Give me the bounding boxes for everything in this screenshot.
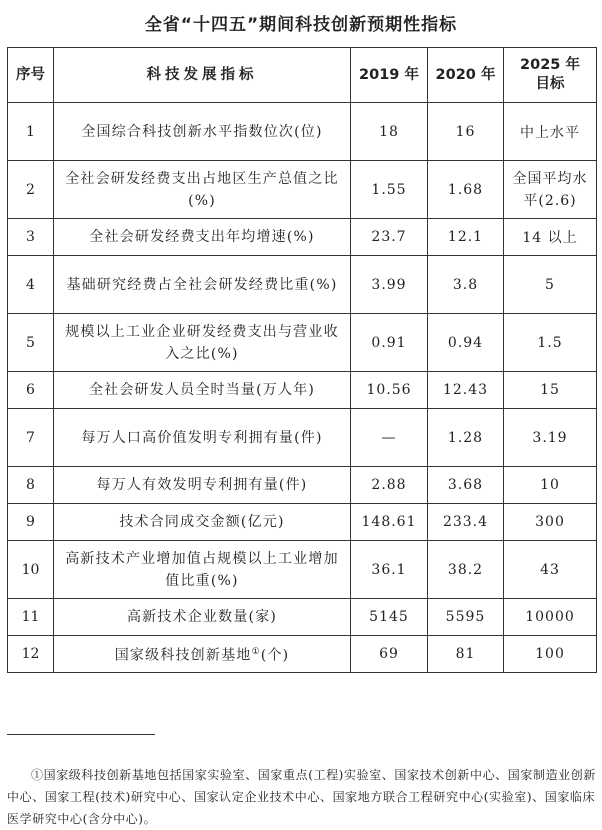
row-value-2019: 1.55 <box>351 161 428 219</box>
row-target: 全国平均水平(2.6) <box>504 161 597 219</box>
row-target: 10000 <box>504 599 597 636</box>
row-target: 1.5 <box>504 314 597 372</box>
page-title: 全省“十四五”期间科技创新预期性指标 <box>144 15 458 35</box>
row-number: 10 <box>8 541 54 599</box>
row-value-2020: 233.4 <box>428 504 504 541</box>
row-number: 9 <box>8 504 54 541</box>
row-value-2020: 3.8 <box>428 256 504 314</box>
row-value-2019: 23.7 <box>351 219 428 256</box>
row-value-2020: 81 <box>428 636 504 673</box>
header-2020 <box>428 48 504 103</box>
row-value-2020: 0.94 <box>428 314 504 372</box>
table-row <box>8 256 597 314</box>
row-value-2019: 3.99 <box>351 256 428 314</box>
row-value-2019: 18 <box>351 103 428 161</box>
row-number: 2 <box>8 161 54 219</box>
footnote-divider <box>7 734 155 735</box>
row-indicator <box>54 636 351 673</box>
row-indicator: 基础研究经费占全社会研发经费比重(%) <box>54 256 351 314</box>
row-value-2019: 36.1 <box>351 541 428 599</box>
table-row <box>8 409 597 467</box>
row-target: 5 <box>504 256 597 314</box>
row-indicator: 高新技术产业增加值占规模以上工业增加值比重(%) <box>54 541 351 599</box>
row-indicator: 规模以上工业企业研发经费支出与营业收入之比(%) <box>54 314 351 372</box>
row-number: 3 <box>8 219 54 256</box>
header-2019-unit: 年 <box>404 66 419 83</box>
footnote-marker: ① <box>251 647 261 658</box>
header-seq: 序号 <box>8 48 54 103</box>
row-indicator: 高新技术企业数量(家) <box>54 599 351 636</box>
table-row <box>8 161 597 219</box>
header-2020-unit: 年 <box>480 66 496 83</box>
table-header-row <box>8 48 597 103</box>
row-target: 10 <box>504 467 597 504</box>
row-indicator: 每万人口高价值发明专利拥有量(件) <box>54 409 351 467</box>
row-value-2020: 12.1 <box>428 219 504 256</box>
row-value-2020: 16 <box>428 103 504 161</box>
row-number: 11 <box>8 599 54 636</box>
row-indicator: 全国综合科技创新水平指数位次(位) <box>54 103 351 161</box>
row-value-2019: 0.91 <box>351 314 428 372</box>
row-indicator-text: 国家级科技创新基地 <box>114 647 252 664</box>
table-row <box>8 372 597 409</box>
row-value-2020: 1.68 <box>428 161 504 219</box>
row-value-2020: 38.2 <box>428 541 504 599</box>
row-target: 100 <box>504 636 597 673</box>
row-value-2020: 3.68 <box>428 467 504 504</box>
indicators-table <box>7 47 597 673</box>
header-target-year: 2025 <box>520 57 561 73</box>
table-row <box>8 599 597 636</box>
header-target <box>504 48 597 103</box>
header-target-label: 目标 <box>535 76 565 92</box>
header-2019-year: 2019 <box>359 66 400 83</box>
row-number: 6 <box>8 372 54 409</box>
table-row <box>8 541 597 599</box>
row-number: 12 <box>8 636 54 673</box>
header-2019 <box>351 48 428 103</box>
row-value-2019: 10.56 <box>351 372 428 409</box>
row-indicator: 每万人有效发明专利拥有量(件) <box>54 467 351 504</box>
table-row <box>8 219 597 256</box>
row-number: 7 <box>8 409 54 467</box>
table-row <box>8 103 597 161</box>
header-2020-year: 2020 <box>435 66 476 83</box>
row-value-2019: 5145 <box>351 599 428 636</box>
table-row <box>8 467 597 504</box>
row-value-2020: 5595 <box>428 599 504 636</box>
row-target: 15 <box>504 372 597 409</box>
row-number: 5 <box>8 314 54 372</box>
row-target: 43 <box>504 541 597 599</box>
row-value-2019: 148.61 <box>351 504 428 541</box>
row-value-2019: 2.88 <box>351 467 428 504</box>
row-value-2019: — <box>351 409 428 467</box>
row-value-2019: 69 <box>351 636 428 673</box>
row-indicator: 全社会研发经费支出占地区生产总值之比(%) <box>54 161 351 219</box>
header-target-unit: 年 <box>565 57 580 73</box>
row-value-2020: 1.28 <box>428 409 504 467</box>
row-target: 14 以上 <box>504 219 597 256</box>
row-indicator: 技术合同成交金额(亿元) <box>54 504 351 541</box>
row-target: 3.19 <box>504 409 597 467</box>
table-row <box>8 314 597 372</box>
table-row <box>8 636 597 673</box>
row-number: 8 <box>8 467 54 504</box>
row-value-2020: 12.43 <box>428 372 504 409</box>
row-number: 4 <box>8 256 54 314</box>
table-row <box>8 504 597 541</box>
row-indicator: 全社会研发经费支出年均增速(%) <box>54 219 351 256</box>
row-number: 1 <box>8 103 54 161</box>
row-indicator: 全社会研发人员全时当量(万人年) <box>54 372 351 409</box>
footnote: ①国家级科技创新基地包括国家实验室、国家重点(工程)实验室、国家技术创新中心、国家制造业创新中心、国家工程(技术)研究中心、国家认定企业技术中心、国家地方联合工程研究中心(实验室)、国家临床医学研究中心(含分中心)。 <box>7 768 596 826</box>
header-indicator: 科技发展指标 <box>54 48 351 103</box>
row-target: 300 <box>504 504 597 541</box>
row-target: 中上水平 <box>504 103 597 161</box>
row-indicator-unit: (个) <box>260 647 290 664</box>
